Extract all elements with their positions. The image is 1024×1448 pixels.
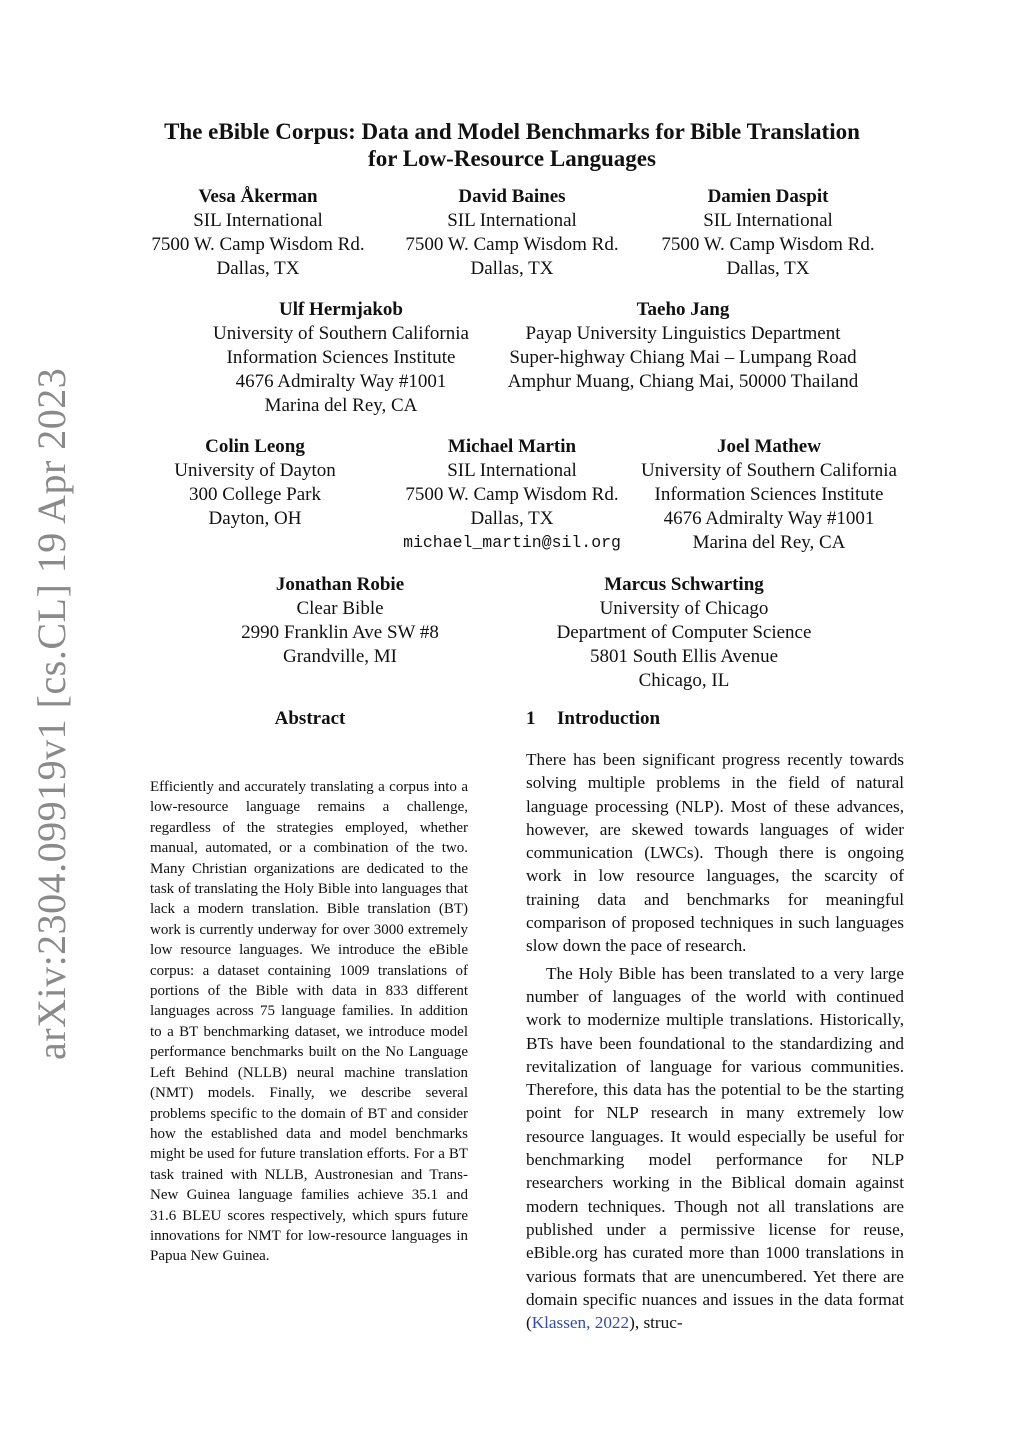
author-name: Marcus Schwarting — [604, 574, 764, 595]
paper-title — [0, 118, 1024, 172]
author-city: Grandville, MI — [283, 646, 397, 667]
author-akerman — [140, 185, 376, 281]
author-name: David Baines — [458, 186, 566, 207]
author-affiliation: SIL International — [703, 210, 833, 231]
author-affiliation: University of Chicago — [599, 598, 769, 619]
abstract-heading: Abstract — [274, 708, 346, 729]
author-name: Jonathan Robie — [275, 574, 405, 595]
author-jang — [490, 298, 876, 394]
abstract-body: Efficiently and accurately translating a corpus into a low-resource language remains a challenge, regardless of the strategies employed, whether manual, automated, or a combination of the two. Many Christian organizations are dedicated to the task of translating the Holy Bible into languages that lack a modern translation. Bible translation (BT) work is currently underway for over 3000 extremely low resource languages. We introduce the eBible corpus: a dataset containing 1009 translations of portions of the Bible with data in 833 different languages across 75 language families. In addition to a BT benchmarking dataset, we introduce model performance benchmarks built on the No Language Left Behind (NLLB) neural machine translation (NMT) models. Finally, we describe several problems specific to the domain of BT and consider how the established data and model benchmarks might be used for future translation efforts. For a BT task trained with NLLB, Austronesian and Trans-New Guinea language families achieve 35.1 and 31.6 BLEU scores respectively, which spurs future innovations for NMT for low-resource languages in Papua New Guinea. — [150, 779, 468, 1265]
author-schwarting — [534, 573, 834, 693]
author-address: 2990 Franklin Ave SW #8 — [241, 622, 439, 643]
author-affiliation: SIL International — [447, 210, 577, 231]
section-number: 1 — [526, 708, 536, 729]
author-department: Information Sciences Institute — [226, 347, 456, 368]
paragraph-text: The Holy Bible has been translated to a very large number of languages of the world with continued work to modernize multiple translations. Historically, BTs have been foundational to the standardizing and revitalization of language for various communities. Therefore, this data has the potential to be the starting point for NLP research in many extremely low resource languages. It would especially be useful for benchmarking model performance for NLP researchers working in the Biblical domain against modern techniques. Though not all translations are published under a permissive license for reuse, eBible.org has curated more than 1000 translations in various formats that are unencumbered. Yet there are domain specific nuances and issues in the data format ( — [526, 963, 904, 1333]
author-name: Taeho Jang — [636, 299, 730, 320]
paragraph: There has been significant progress recently towards solving multiple problems in the field of natural language processing (NLP). Most of these advances, however, are skewed towards languages of wider communication (LWCs). Though there is ongoing work in low resource languages, the scarcity of training data and benchmarks for meaningful comparison of proposed techniques in such languages slow down the pace of research. — [526, 750, 904, 956]
author-affiliation: University of Southern California — [641, 460, 897, 481]
author-affiliation: University of Dayton — [174, 460, 336, 481]
author-name: Michael Martin — [447, 436, 577, 457]
author-affiliation: SIL International — [193, 210, 323, 231]
introduction-heading — [526, 708, 660, 730]
paragraph — [526, 962, 904, 1335]
author-city: Dallas, TX — [726, 258, 810, 279]
author-city: Dallas, TX — [470, 258, 554, 279]
author-name: Colin Leong — [205, 436, 305, 457]
author-city: Marina del Rey, CA — [264, 395, 418, 416]
author-address: 7500 W. Camp Wisdom Rd. — [151, 234, 365, 255]
author-mathew — [628, 435, 910, 555]
author-address: 7500 W. Camp Wisdom Rd. — [661, 234, 875, 255]
author-address: 4676 Admiralty Way #1001 — [235, 371, 447, 392]
author-address: 5801 South Ellis Avenue — [589, 646, 779, 667]
author-affiliation: University of Southern California — [213, 323, 469, 344]
author-daspit — [650, 185, 886, 281]
author-name: Damien Daspit — [707, 186, 829, 207]
author-city: Dallas, TX — [216, 258, 300, 279]
author-city: Marina del Rey, CA — [692, 532, 846, 553]
author-address: 7500 W. Camp Wisdom Rd. — [405, 484, 619, 505]
author-leong — [155, 435, 355, 531]
author-address: 7500 W. Camp Wisdom Rd. — [405, 234, 619, 255]
author-name: Joel Mathew — [717, 436, 821, 457]
author-city: Dallas, TX — [470, 508, 554, 529]
paragraph-text: ), struc- — [629, 1313, 683, 1333]
arxiv-identifier: arXiv:2304.09919v1 [cs.CL] 19 Apr 2023 — [29, 367, 74, 1060]
introduction-body — [526, 748, 904, 1334]
author-hermjakob — [200, 298, 482, 418]
author-address: 4676 Admiralty Way #1001 — [663, 508, 875, 529]
author-department: Department of Computer Science — [556, 622, 812, 643]
author-name: Vesa Åkerman — [198, 186, 318, 207]
author-affiliation: SIL International — [447, 460, 577, 481]
author-martin — [392, 435, 632, 555]
author-address: Super-highway Chiang Mai – Lumpang Road — [509, 347, 857, 368]
author-city: Dayton, OH — [208, 508, 302, 529]
citation-link[interactable]: Klassen, 2022 — [531, 1313, 630, 1333]
author-city: Chicago, IL — [638, 670, 730, 691]
author-affiliation: Clear Bible — [296, 598, 384, 619]
author-affiliation: Payap University Linguistics Department — [525, 323, 841, 344]
author-email: michael_martin@sil.org — [403, 533, 621, 552]
author-baines — [394, 185, 630, 281]
author-address: 300 College Park — [189, 484, 321, 505]
title-line-1: The eBible Corpus: Data and Model Benchmarks for Bible Translation — [164, 119, 860, 144]
author-department: Information Sciences Institute — [654, 484, 884, 505]
author-robie — [220, 573, 460, 669]
author-name: Ulf Hermjakob — [278, 299, 403, 320]
section-title: Introduction — [557, 708, 661, 729]
title-line-2: for Low-Resource Languages — [368, 146, 656, 171]
author-city: Amphur Muang, Chiang Mai, 50000 Thailand — [507, 371, 859, 392]
